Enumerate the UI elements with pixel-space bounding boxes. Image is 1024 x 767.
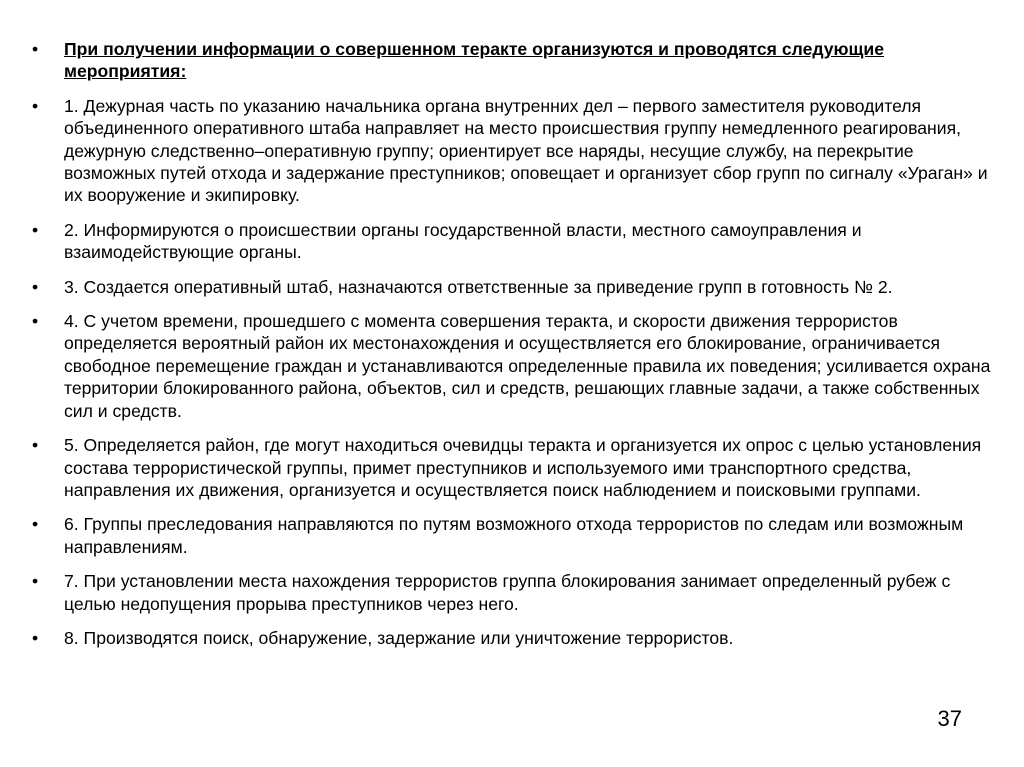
list-item-text: 4. С учетом времени, прошедшего с момента совершения теракта, и скорости движения террористов определяется вероятный район их местонахождения и осуществляется его блокирование, ограничивается свободное перемещение граждан и устанавливаются определенные правила их поведения; усиливается охрана территории блокированного района, объектов, сил и средств, решающих главные задачи, а также собственных сил и средств. xyxy=(64,311,991,421)
list-item-8 xyxy=(32,627,1004,649)
list-item-4 xyxy=(32,310,1004,422)
list-item-text: 8. Производятся поиск, обнаружение, задержание или уничтожение террористов. xyxy=(64,627,734,648)
list-item-text: 7. При установлении места нахождения террористов группа блокирования занимает определенный рубеж с целью недопущения прорыва преступников через него. xyxy=(64,571,951,614)
bullet-marker: • xyxy=(32,219,39,240)
list-item-text: 6. Группы преследования направляются по путям возможного отхода террористов по следам или возможным направлениям. xyxy=(64,514,964,557)
list-item-heading xyxy=(32,38,1004,83)
list-item-3 xyxy=(32,276,1004,298)
bullet-marker: • xyxy=(32,276,39,297)
heading-text: При получении информации о совершенном теракте организуются и проводятся следующие мероприятия: xyxy=(64,39,884,82)
page-number: 37 xyxy=(937,706,962,731)
list-item-text: 1. Дежурная часть по указанию начальника органа внутренних дел – первого заместителя руководителя объединенного оперативного штаба направляет на место происшествия группу немедленного реагирования, дежурную следственно–оперативную группу; ориентирует все наряды, несущие службу, на перекрытие возможных путей отхода и задержание преступников; оповещает и организует сбор групп по сигналу «Ураган» и их вооружение и экипировку. xyxy=(64,95,988,206)
bullet-marker: • xyxy=(32,627,39,648)
bullet-list xyxy=(32,38,1004,661)
list-item-1 xyxy=(32,95,1004,207)
bullet-marker: • xyxy=(32,514,39,535)
list-item-5 xyxy=(32,434,1004,501)
list-item-2 xyxy=(32,219,1004,264)
list-item-text: 3. Создается оперативный штаб, назначаются ответственные за приведение групп в готовность № 2. xyxy=(64,276,893,297)
bullet-marker: • xyxy=(32,39,39,59)
bullet-marker: • xyxy=(32,95,39,116)
list-item-text: 2. Информируются о происшествии органы государственной власти, местного самоуправления и взаимодействующие органы. xyxy=(64,219,862,263)
bullet-marker: • xyxy=(32,571,39,592)
list-item-text: 5. Определяется район, где могут находиться очевидцы теракта и организуется их опрос с целью установления состава террористической группы, примет преступников и используемого ими транспортного средства, направления их движения, организуется и осуществляется поиск наблюдением и поисковыми группами. xyxy=(64,435,982,500)
bullet-marker: • xyxy=(32,435,39,456)
list-item-7 xyxy=(32,570,1004,615)
list-item-6 xyxy=(32,513,1004,558)
bullet-marker: • xyxy=(32,311,39,332)
